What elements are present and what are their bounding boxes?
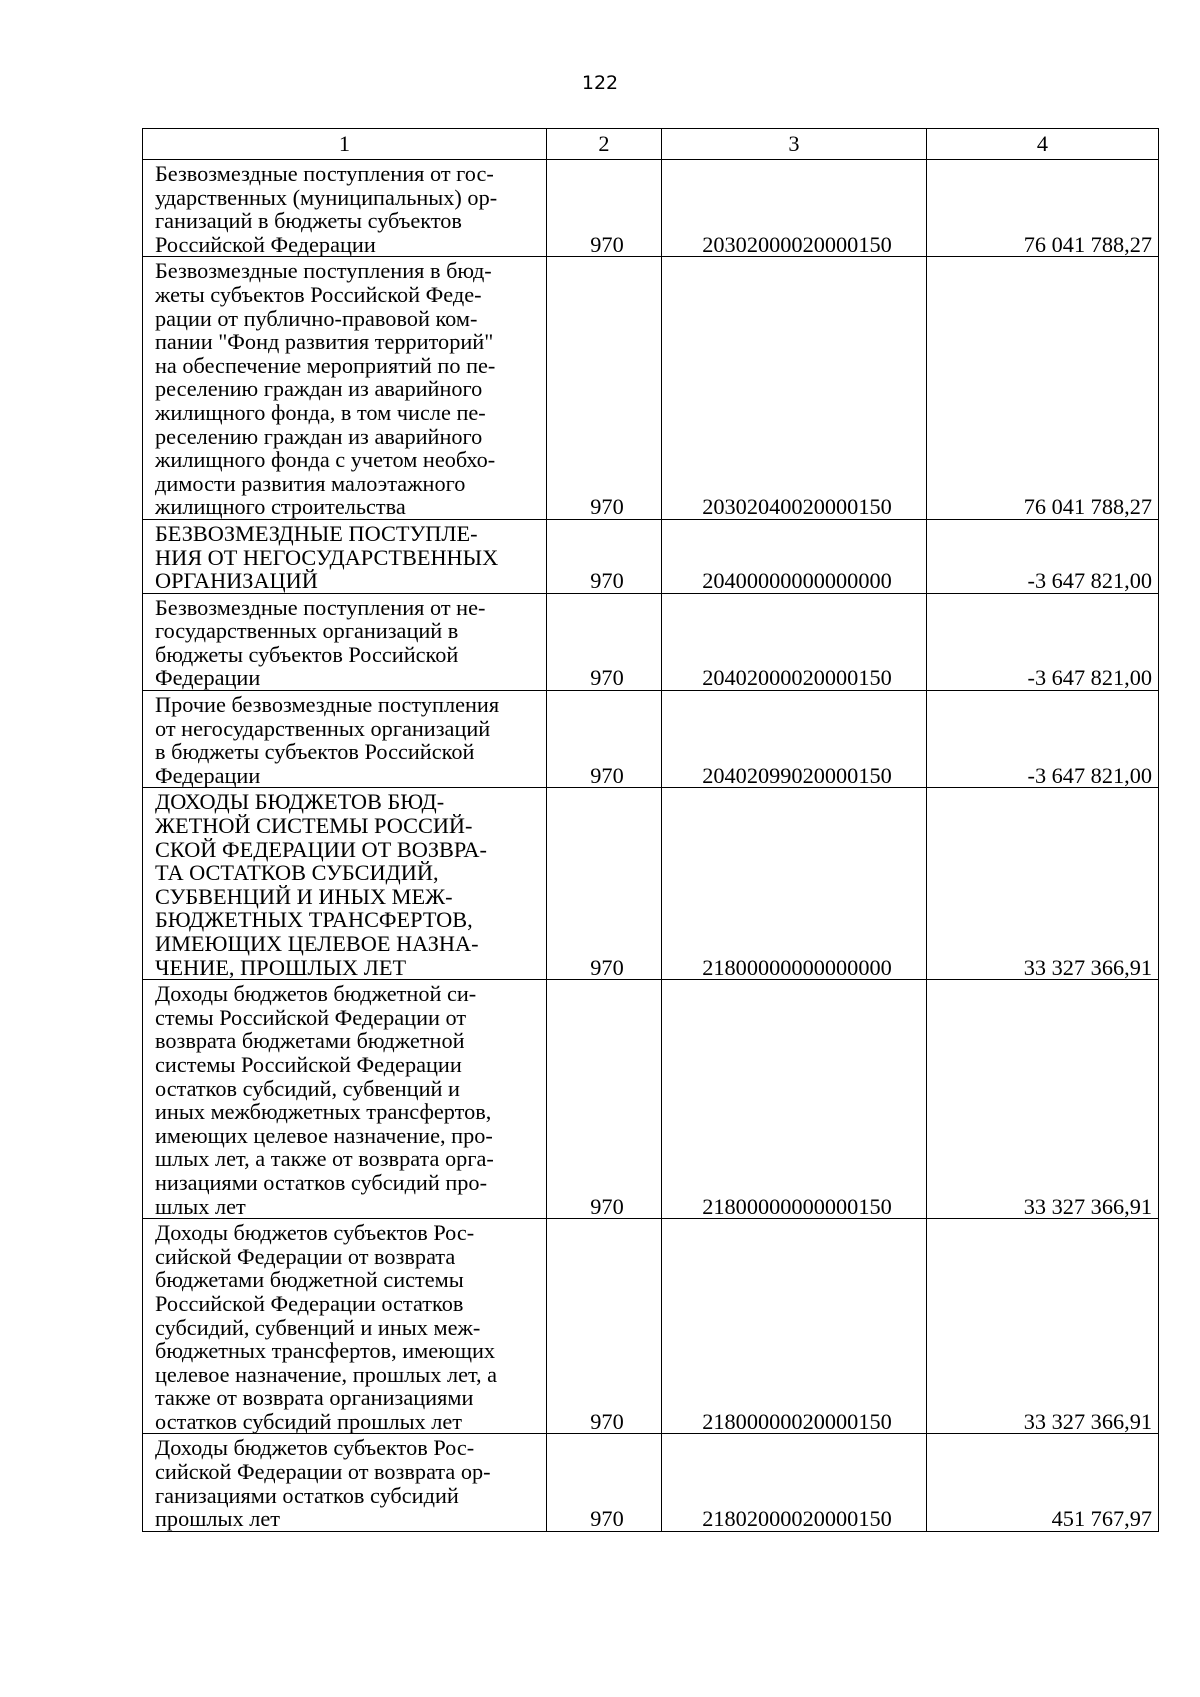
row-budget-code: 21800000020000150 (662, 1219, 927, 1434)
row-amount: 76 041 788,27 (927, 257, 1159, 520)
row-name: Прочие безвозмездные поступления от негосударственных организаций в бюджеты субъектов Российской Федерации (143, 691, 547, 788)
row-admin-code: 970 (547, 257, 662, 520)
row-amount: -3 647 821,00 (927, 691, 1159, 788)
row-budget-code: 20400000000000000 (662, 519, 927, 593)
column-header-amount: 4 (927, 129, 1159, 160)
row-name: Доходы бюджетов субъектов Рос- сийской Федерации от возврата бюджетами бюджетной системы Российской Федерации остатков субсидий, субвенций и иных меж- бюджетных трансфертов, имеющих целевое назначение, прошлых лет, а также от возврата организациями остатков субсидий прошлых лет (143, 1219, 547, 1434)
row-amount: 33 327 366,91 (927, 1219, 1159, 1434)
row-budget-code: 21800000000000000 (662, 788, 927, 980)
budget-table (142, 128, 1159, 1532)
row-admin-code: 970 (547, 160, 662, 257)
table-row (143, 593, 1159, 690)
row-budget-code: 21800000000000150 (662, 980, 927, 1219)
row-budget-code: 20302000020000150 (662, 160, 927, 257)
row-admin-code: 970 (547, 980, 662, 1219)
row-name: ДОХОДЫ БЮДЖЕТОВ БЮД- ЖЕТНОЙ СИСТЕМЫ РОССИЙ- СКОЙ ФЕДЕРАЦИИ ОТ ВОЗВРА- ТА ОСТАТКОВ СУБСИДИЙ, СУБВЕНЦИЙ И ИНЫХ МЕЖ- БЮДЖЕТНЫХ ТРАНСФЕРТОВ, ИМЕЮЩИХ ЦЕЛЕВОЕ НАЗНА- ЧЕНИЕ, ПРОШЛЫХ ЛЕТ (143, 788, 547, 980)
row-amount: -3 647 821,00 (927, 519, 1159, 593)
column-header-admin: 2 (547, 129, 662, 160)
table-row (143, 1434, 1159, 1531)
row-amount: 451 767,97 (927, 1434, 1159, 1531)
row-amount: 76 041 788,27 (927, 160, 1159, 257)
row-admin-code: 970 (547, 788, 662, 980)
row-admin-code: 970 (547, 1434, 662, 1531)
row-name: Безвозмездные поступления от не- государственных организаций в бюджеты субъектов Российской Федерации (143, 593, 547, 690)
table-row (143, 257, 1159, 520)
row-admin-code: 970 (547, 519, 662, 593)
column-header-name: 1 (143, 129, 547, 160)
row-name: Доходы бюджетов бюджетной си- стемы Российской Федерации от возврата бюджетами бюджетной системы Российской Федерации остатков субсидий, субвенций и иных межбюджетных трансфертов, имеющих целевое назначение, про- шлых лет, а также от возврата орга- низациями остатков субсидий про- шлых лет (143, 980, 547, 1219)
row-amount: 33 327 366,91 (927, 980, 1159, 1219)
row-name: Доходы бюджетов субъектов Рос- сийской Федерации от возврата ор- ганизациями остатков субсидий прошлых лет (143, 1434, 547, 1531)
row-admin-code: 970 (547, 593, 662, 690)
row-budget-code: 21802000020000150 (662, 1434, 927, 1531)
row-admin-code: 970 (547, 1219, 662, 1434)
table-row (143, 980, 1159, 1219)
row-budget-code: 20402099020000150 (662, 691, 927, 788)
row-amount: 33 327 366,91 (927, 788, 1159, 980)
row-admin-code: 970 (547, 691, 662, 788)
row-amount: -3 647 821,00 (927, 593, 1159, 690)
header-row (143, 129, 1159, 160)
row-budget-code: 20402000020000150 (662, 593, 927, 690)
row-name: БЕЗВОЗМЕЗДНЫЕ ПОСТУПЛЕ- НИЯ ОТ НЕГОСУДАРСТВЕННЫХ ОРГАНИЗАЦИЙ (143, 519, 547, 593)
row-name: Безвозмездные поступления от гос- ударственных (муниципальных) ор- ганизаций в бюджеты субъектов Российской Федерации (143, 160, 547, 257)
page-number: 122 (581, 72, 619, 94)
table-row (143, 691, 1159, 788)
table-row (143, 519, 1159, 593)
row-name: Безвозмездные поступления в бюд- жеты субъектов Российской Феде- рации от публично-правовой ком- пании "Фонд развития территорий" на обеспечение мероприятий по пе- реселению граждан из аварийного жилищного фонда, в том числе пе- реселению граждан из аварийного жилищного фонда с учетом необхо- димости развития малоэтажного жилищного строительства (143, 257, 547, 520)
table-row (143, 160, 1159, 257)
table-row (143, 788, 1159, 980)
column-header-code: 3 (662, 129, 927, 160)
row-budget-code: 20302040020000150 (662, 257, 927, 520)
table-row (143, 1219, 1159, 1434)
